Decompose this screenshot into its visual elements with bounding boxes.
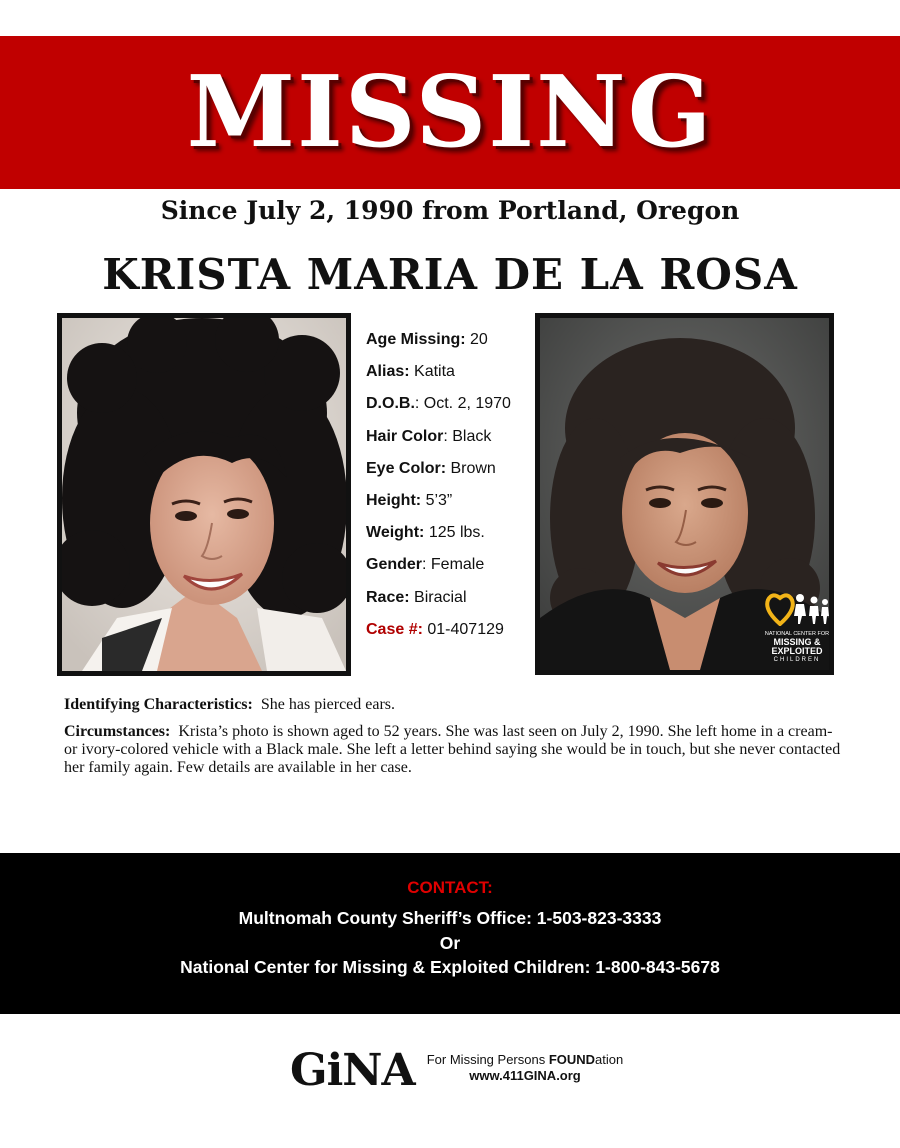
details-list	[366, 329, 531, 651]
detail-value: 5’3”	[425, 491, 453, 509]
ncmec-line1: NATIONAL CENTER FOR	[764, 631, 830, 637]
detail-hair-color	[366, 426, 531, 458]
detail-gender	[366, 554, 531, 586]
gina-tagline-end: ation	[595, 1052, 624, 1067]
gina-tagline	[420, 1052, 630, 1084]
circumstances-text: Krista’s photo is shown aged to 52 years. She was last seen on July 2, 1990. She left home in a cream- or ivory-colored vehicle with a Black male. She left a letter behind saying she would be in touch, but she never contacted her family again. Few details are available in her case.	[64, 723, 841, 776]
detail-value: Brown	[450, 459, 496, 477]
detail-eye-color	[366, 458, 531, 490]
missing-banner	[0, 36, 900, 189]
identifying-text: She has pierced ears.	[260, 696, 396, 713]
circumstances-label: Circumstances:	[64, 723, 171, 740]
detail-age-missing	[366, 329, 531, 361]
detail-label: Age Missing:	[366, 331, 466, 348]
identifying-characteristics	[64, 696, 844, 714]
ncmec-logo	[758, 590, 834, 664]
detail-label: D.O.B.	[366, 395, 415, 413]
contact-section	[0, 853, 900, 1014]
detail-label: Case #:	[366, 620, 423, 638]
detail-dob	[366, 393, 531, 425]
contact-sheriff-line: Multnomah County Sheriff’s Office: 1-503-823-3333	[238, 908, 662, 928]
gina-logo: GiNA	[290, 1045, 415, 1096]
description-section	[64, 696, 844, 786]
ncmec-line2: MISSING &	[773, 637, 821, 647]
missing-since-line: Since July 2, 1990 from Portland, Oregon	[160, 196, 740, 225]
ncmec-line4: CHILDREN	[773, 657, 821, 663]
detail-race	[366, 587, 531, 619]
original-photo-illustration	[62, 318, 346, 671]
detail-value: 01-407129	[427, 620, 504, 638]
gina-tagline-line	[420, 1052, 630, 1068]
detail-label: Race:	[366, 588, 410, 606]
contact-title: CONTACT:	[407, 878, 493, 897]
identifying-label: Identifying Characteristics:	[64, 696, 253, 713]
detail-label: Eye Color:	[366, 459, 447, 477]
detail-value: Katita	[414, 363, 455, 381]
detail-label: Alias:	[366, 363, 410, 381]
ncmec-heart-children-icon	[762, 590, 832, 626]
contact-ncmec-line: National Center for Missing & Exploited Children: 1-800-843-5678	[180, 957, 720, 977]
contact-or: Or	[439, 933, 461, 953]
detail-value: 20	[470, 331, 488, 348]
detail-label: Hair Color	[366, 427, 444, 445]
detail-label: Weight:	[366, 524, 425, 542]
detail-value: : Oct. 2, 1970	[414, 395, 511, 413]
detail-value: : Female	[422, 556, 485, 574]
original-photo	[57, 313, 351, 676]
gina-tagline-regular: For Missing Persons	[426, 1052, 549, 1067]
detail-height	[366, 490, 531, 522]
detail-label: Gender	[366, 556, 423, 574]
detail-alias	[366, 361, 531, 393]
gina-tagline-bold: FOUND	[548, 1052, 596, 1067]
banner-title: MISSING	[186, 55, 714, 170]
ncmec-line3: EXPLOITED	[771, 646, 823, 656]
age-progressed-photo	[535, 313, 834, 675]
detail-value: 125 lbs.	[428, 524, 485, 542]
detail-label: Height:	[366, 491, 422, 509]
circumstances	[64, 723, 844, 777]
detail-case-number	[366, 619, 531, 651]
detail-value: : Black	[443, 427, 492, 445]
gina-url: www.411GINA.org	[469, 1068, 581, 1083]
missing-person-name: KRISTA MARIA DE LA ROSA	[102, 250, 798, 299]
detail-weight	[366, 522, 531, 554]
detail-value: Biracial	[414, 588, 467, 606]
